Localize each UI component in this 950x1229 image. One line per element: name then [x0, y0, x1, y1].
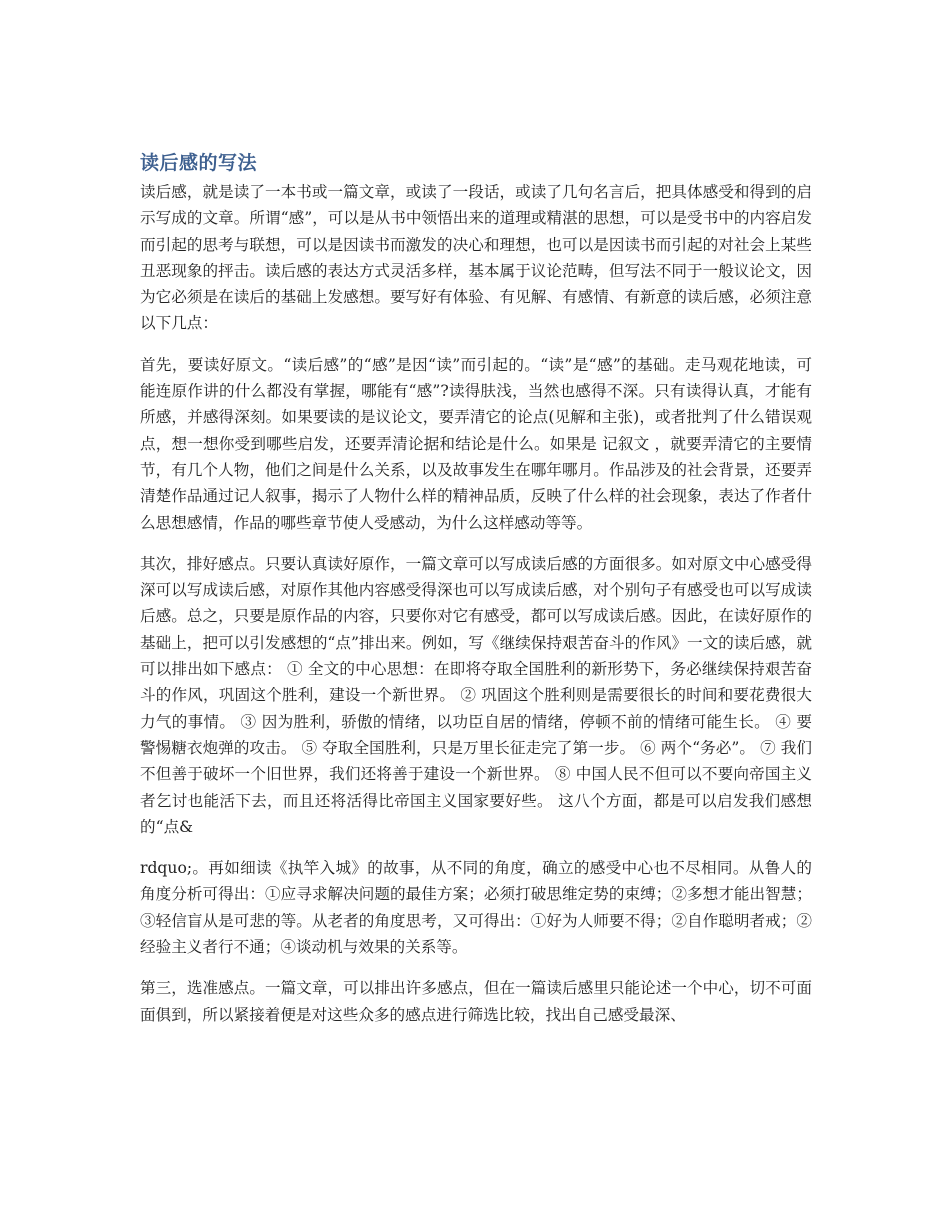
document-page	[140, 148, 812, 1043]
paragraph-example: rdquo;。再如细读《执竿入城》的故事，从不同的角度，确立的感受中心也不尽相同。从鲁人的角度分析可得出：①应寻求解决问题的最佳方案；必须打破思维定势的束缚；②多想才能出智慧；③轻信盲从是可悲的等。从老者的角度思考，又可得出：①好为人师要不得；②自作聪明者戒；②经验主义者行不通；④谈动机与效果的关系等。	[140, 859, 812, 957]
paragraph-choose-point: 第三，选准感点。一篇文章，可以排出许多感点，但在一篇读后感里只能论述一个中心，切不可面面俱到，所以紧接着便是对这些众多的感点进行筛选比较，找出自己感受最深、	[140, 979, 812, 1024]
document-title: 读后感的写法	[140, 152, 258, 174]
paragraph-list-points: 其次，排好感点。只要认真读好原作，一篇文章可以写成读后感的方面很多。如对原文中心感受得深可以写成读后感，对原作其他内容感受得深也可以写成读后感，对个别句子有感受也可以写成读后感。总之，只要是原作品的内容，只要你对它有感受，都可以写成读后感。因此，在读好原作的基础上，把可以引发感想的“点”排出来。例如，写《继续保持艰苦奋斗的作风》一文的读后感，就可以排出如下感点： ① 全文的中心思想：在即将夺取全国胜利的新形势下，务必继续保持艰苦奋斗的作风，巩固这个胜利，建设一个新世界。 ② 巩固这个胜利则是需要很长的时间和要花费很大力气的事情。 ③ 因为胜利，骄傲的情绪，以功臣自居的情绪，停顿不前的情绪可能生长。 ④ 要警惕糖衣炮弹的攻击。 ⑤ 夺取全国胜利，只是万里长征走完了第一步。 ⑥ 两个“务必”。 ⑦ 我们不但善于破坏一个旧世界，我们还将善于建设一个新世界。 ⑧ 中国人民不但可以不要向帝国主义者乞讨也能活下去，而且还将活得比帝国主义国家要好些。 这八个方面，都是可以启发我们感想的“点&	[140, 554, 812, 836]
paragraph-intro: 读后感，就是读了一本书或一篇文章，或读了一段话，或读了几句名言后，把具体感受和得到的启示写成的文章。所谓“感”，可以是从书中领悟出来的道理或精湛的思想，可以是受书中的内容启发而引起的思考与联想，可以是因读书而激发的决心和理想，也可以是因读书而引起的对社会上某些丑恶现象的抨击。读后感的表达方式灵活多样，基本属于议论范畴，但写法不同于一般议论文，因为它必须是在读后的基础上发感想。要写好有体验、有见解、有感情、有新意的读后感，必须注意以下几点：	[140, 183, 812, 333]
paragraph-read-original: 首先，要读好原文。“读后感”的“感”是因“读”而引起的。“读”是“感”的基础。走马观花地读，可能连原作讲的什么都没有掌握，哪能有“感”?读得肤浅，当然也感得不深。只有读得认真，才能有所感，并感得深刻。如果要读的是议论文，要弄清它的论点(见解和主张)，或者批判了什么错误观点，想一想你受到哪些启发，还要弄清论据和结论是什么。如果是 记叙文 ，就要弄清它的主要情节，有几个人物，他们之间是什么关系，以及故事发生在哪年哪月。作品涉及的社会背景，还要弄清楚作品通过记人叙事，揭示了人物什么样的精神品质，反映了什么样的社会现象，表达了作者什么思想感情，作品的哪些章节使人受感动，为什么这样感动等等。	[140, 355, 812, 532]
